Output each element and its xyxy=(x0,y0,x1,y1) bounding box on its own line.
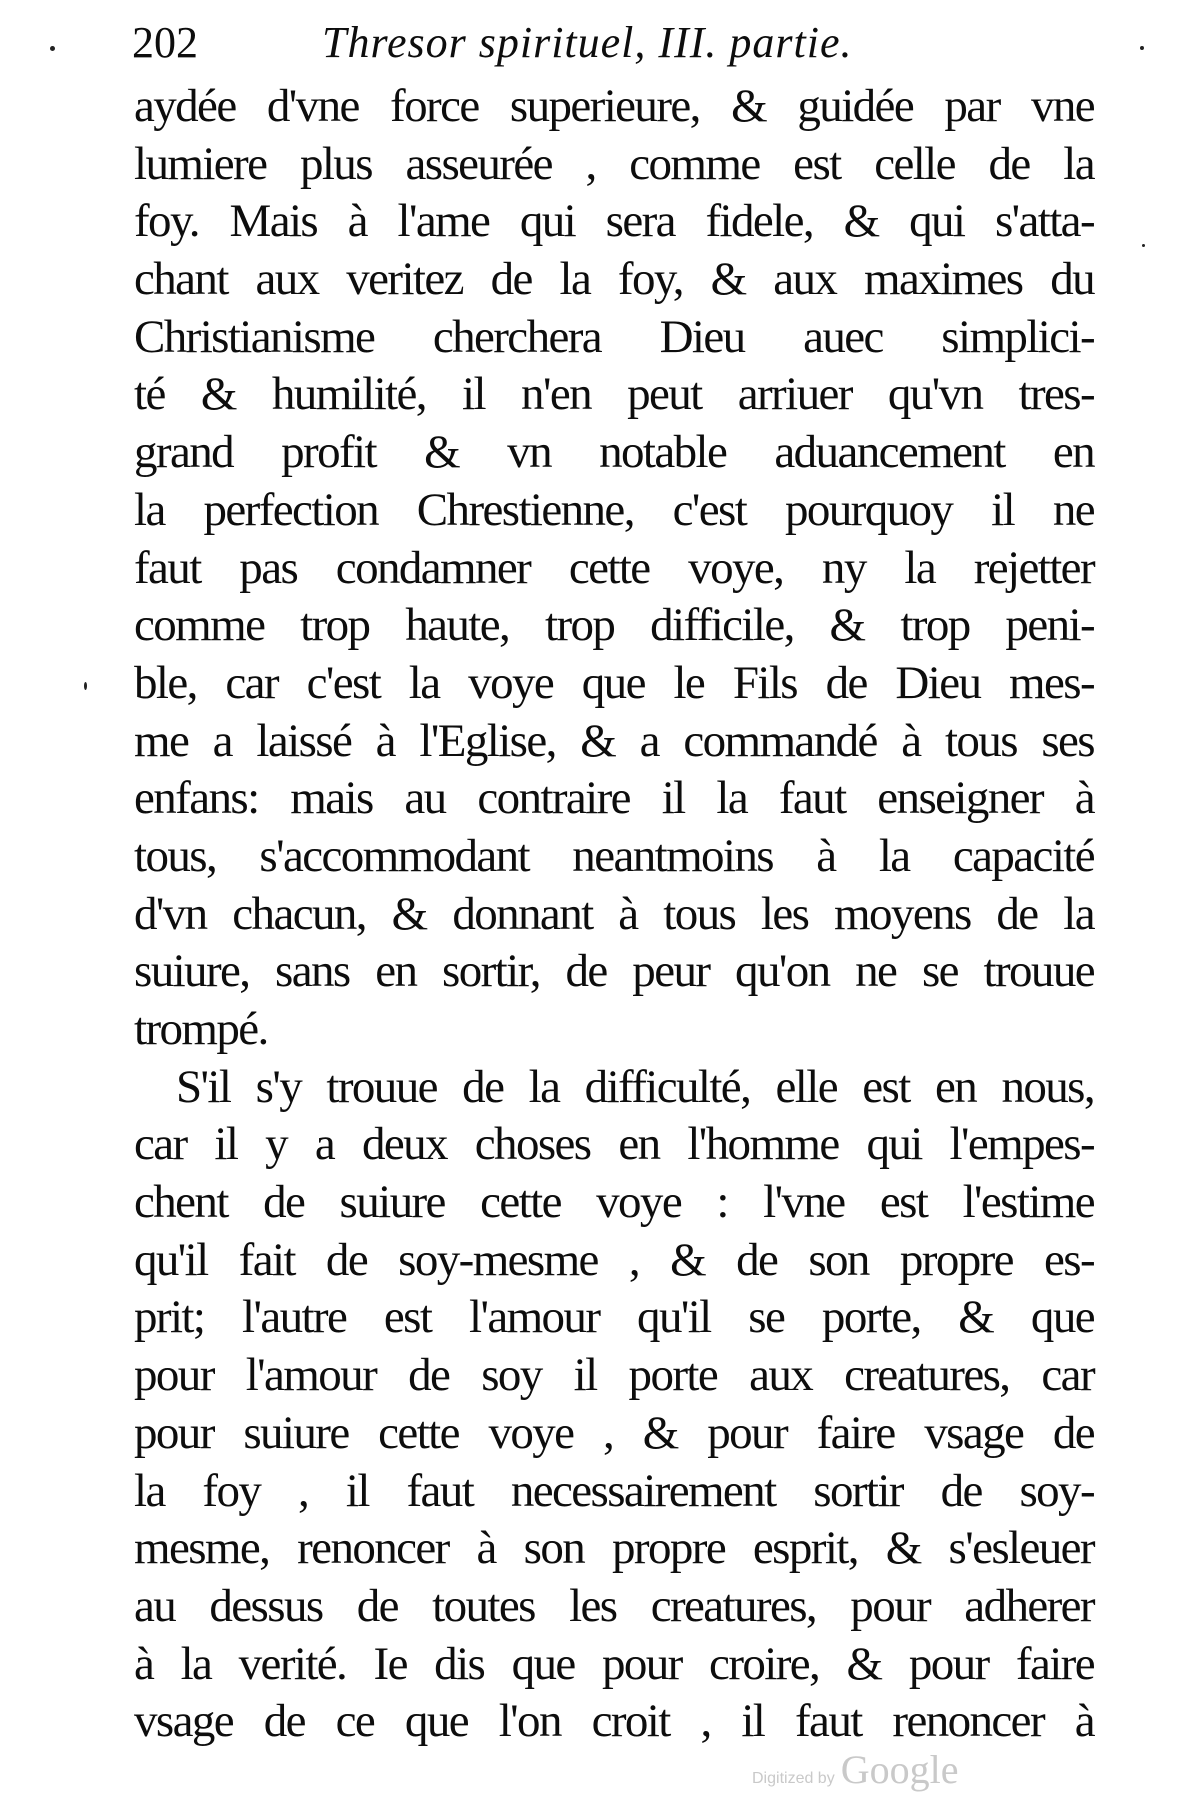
dust-speck xyxy=(50,46,55,51)
text-line: lumiere plus asseurée , comme est celle de la xyxy=(134,137,1094,190)
dust-speck xyxy=(1140,46,1144,50)
text-line: suiure, sans en sortir, de peur qu'on ne se trouue xyxy=(134,945,1094,998)
text-line: enfans: mais au contraire il la faut enseigner à xyxy=(134,772,1094,825)
text-line: trompé. xyxy=(134,1003,268,1055)
text-line: faut pas condamner cette voye, ny la rejetter xyxy=(134,541,1094,594)
watermark-logo-text: Google xyxy=(840,1747,959,1792)
dust-speck xyxy=(84,682,87,690)
text-line: Christianisme cherchera Dieu auec simplici- xyxy=(134,310,1094,363)
text-line: car il y a deux choses en l'homme qui l'empes- xyxy=(134,1118,1094,1171)
text-line: au dessus de toutes les creatures, pour adherer xyxy=(134,1579,1094,1632)
page-number: 202 xyxy=(132,18,198,67)
watermark-small-text: Digitized by xyxy=(752,1770,835,1787)
text-line: pour l'amour de soy il porte aux creatures, car xyxy=(134,1349,1094,1402)
text-line: vsage de ce que l'on croit , il faut renoncer à xyxy=(134,1695,1094,1748)
text-line: prit; l'autre est l'amour qu'il se porte, & que xyxy=(134,1291,1094,1344)
text-line: chent de suiure cette voye : l'vne est l'estime xyxy=(134,1176,1094,1229)
text-line: tous, s'accommodant neantmoins à la capacité xyxy=(134,829,1094,882)
text-line: chant aux veritez de la foy, & aux maximes du xyxy=(134,253,1094,306)
text-line: d'vn chacun, & donnant à tous les moyens de la xyxy=(134,887,1094,940)
text-line: comme trop haute, trop difficile, & trop peni- xyxy=(134,599,1094,652)
text-line: foy. Mais à l'ame qui sera fidele, & qui s'atta- xyxy=(134,195,1094,248)
text-line: ble, car c'est la voye que le Fils de Dieu mes- xyxy=(134,656,1094,709)
text-line: me a laissé à l'Eglise, & a commandé à tous ses xyxy=(134,714,1094,767)
running-title: Thresor spirituel, III. partie. xyxy=(322,18,853,67)
dust-speck xyxy=(1142,244,1145,247)
body-text xyxy=(134,78,1094,1751)
text-line: pour suiure cette voye , & pour faire vsage de xyxy=(134,1406,1094,1459)
text-line: la perfection Chrestienne, c'est pourquoy il ne xyxy=(134,483,1094,536)
text-line: qu'il fait de soy-mesme , & de son propre es- xyxy=(134,1233,1094,1286)
text-line: S'il s'y trouue de la difficulté, elle est en nous, xyxy=(176,1060,1094,1113)
text-line: mesme, renoncer à son propre esprit, & s'esleuer xyxy=(134,1522,1094,1575)
page-header xyxy=(132,12,1112,74)
text-line: à la verité. Ie dis que pour croire, & pour faire xyxy=(134,1637,1094,1690)
text-line: aydée d'vne force superieure, & guidée par vne xyxy=(134,80,1094,132)
text-line: grand profit & vn notable aduancement en xyxy=(134,426,1094,479)
digitized-watermark xyxy=(752,1746,958,1793)
text-line: la foy , il faut necessairement sortir de soy- xyxy=(134,1464,1094,1517)
text-line: té & humilité, il n'en peut arriuer qu'vn tres- xyxy=(134,368,1094,421)
